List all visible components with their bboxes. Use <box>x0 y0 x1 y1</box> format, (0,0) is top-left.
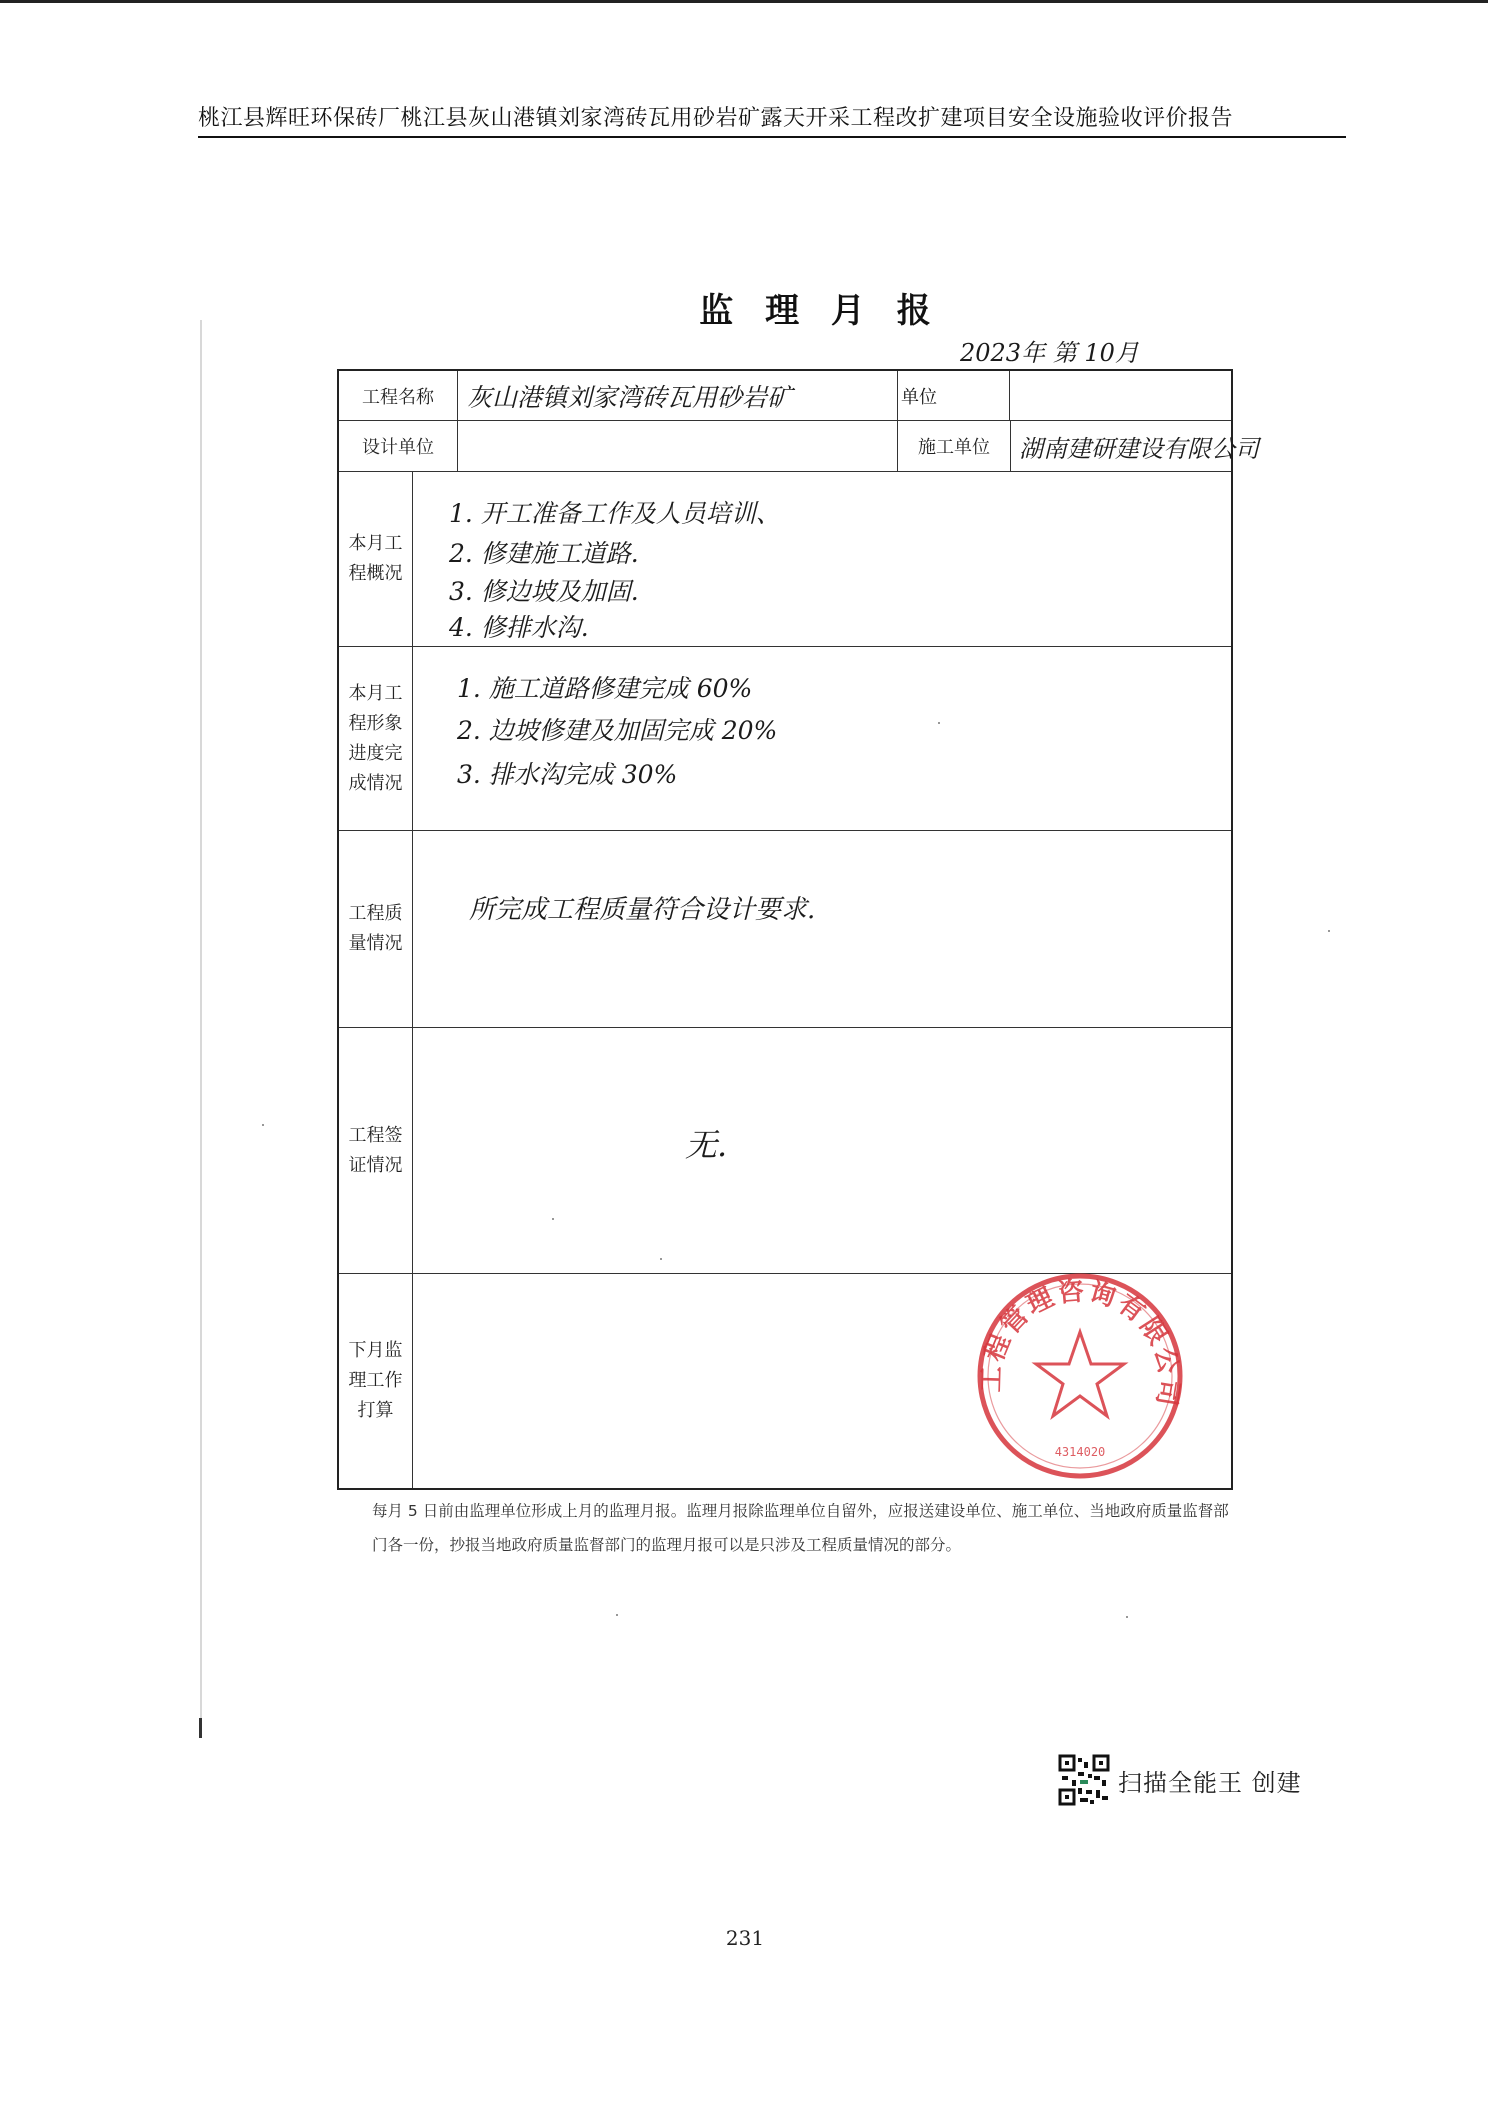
progress-item: 2. 边坡修建及加固完成 20% <box>457 716 778 745</box>
overview-item: 2. 修建施工道路. <box>449 539 639 568</box>
quality-text: 所完成工程质量符合设计要求. <box>469 895 816 925</box>
scan-speck <box>262 1124 264 1126</box>
scanner-badge <box>1058 1752 1302 1808</box>
row-month-overview <box>339 472 1231 647</box>
scan-speck <box>1328 930 1330 932</box>
visa-content <box>413 1028 1231 1273</box>
quality-label: 工程质量情况 <box>339 831 413 1027</box>
row-design-unit <box>339 421 1259 472</box>
row-quality <box>339 831 1231 1028</box>
overview-item: 1. 开工准备工作及人员培训、 <box>449 499 781 528</box>
form-date: 2023年 第 10月 <box>960 339 1139 367</box>
seal-text: 工程管理咨询有限公司 <box>976 1276 1184 1411</box>
overview-content <box>413 472 1231 646</box>
progress-label: 本月工程形象进度完成情况 <box>339 647 413 830</box>
design-unit-value <box>457 421 897 471</box>
scan-speck <box>660 1258 662 1260</box>
header-rule <box>198 136 1346 138</box>
scan-speck <box>552 1218 554 1220</box>
visa-label: 工程签证情况 <box>339 1028 413 1273</box>
form-footnote: 每月 5 日前由监理单位形成上月的监理月报。监理月报除监理单位自留外，应报送建设单位、施工单位、当地政府质量监督部门各一份，抄报当地政府质量监督部门的监理月报可以是只涉及工程质量情况的部分。 <box>372 1502 1229 1554</box>
progress-content <box>413 647 1231 830</box>
project-name-value: 灰山港镇刘家湾砖瓦用砂岩矿 <box>467 382 793 412</box>
overview-label: 本月工程概况 <box>339 472 413 646</box>
scan-speck <box>938 722 940 724</box>
scan-speck <box>1126 1616 1128 1618</box>
quality-content <box>413 831 1231 1027</box>
progress-item: 1. 施工道路修建完成 60% <box>457 674 753 703</box>
visa-text: 无. <box>685 1126 728 1164</box>
qr-code-icon <box>1058 1754 1110 1806</box>
unit-divider-b <box>897 371 1010 420</box>
scanner-label: 扫描全能王 创建 <box>1118 1768 1302 1797</box>
overview-item: 4. 修排水沟. <box>449 613 589 642</box>
page-top-border <box>0 0 1488 3</box>
overview-item: 3. 修边坡及加固. <box>449 577 639 606</box>
design-unit-label: 设计单位 <box>339 421 458 471</box>
construction-unit-label: 施工单位 <box>897 421 1011 471</box>
svg-text:工程管理咨询有限公司 <box>977 1276 1184 1410</box>
seal-number: 4314020 <box>1054 1445 1106 1459</box>
construction-unit-value: 湖南建研建设有限公司 <box>1019 434 1259 463</box>
project-name-label: 工程名称 <box>339 371 458 420</box>
scan-speck <box>616 1614 618 1616</box>
page-number: 231 <box>725 1926 765 1950</box>
scan-edge <box>200 320 202 1720</box>
form-title: 监 理 月 报 <box>699 291 941 331</box>
page-header-title: 桃江县辉旺环保砖厂桃江县灰山港镇刘家湾砖瓦用砂岩矿露天开采工程改扩建项目安全设施验收评价报告 <box>198 106 1234 131</box>
unit-label: 单位 <box>901 386 937 408</box>
row-project-name <box>339 371 1231 421</box>
row-progress <box>339 647 1231 831</box>
next-plan-label: 下月监理工作打算 <box>339 1274 413 1488</box>
row-visa <box>339 1028 1231 1274</box>
progress-item: 3. 排水沟完成 30% <box>457 760 678 789</box>
scan-edge-mark <box>199 1718 202 1738</box>
company-seal-stamp <box>972 1268 1188 1484</box>
